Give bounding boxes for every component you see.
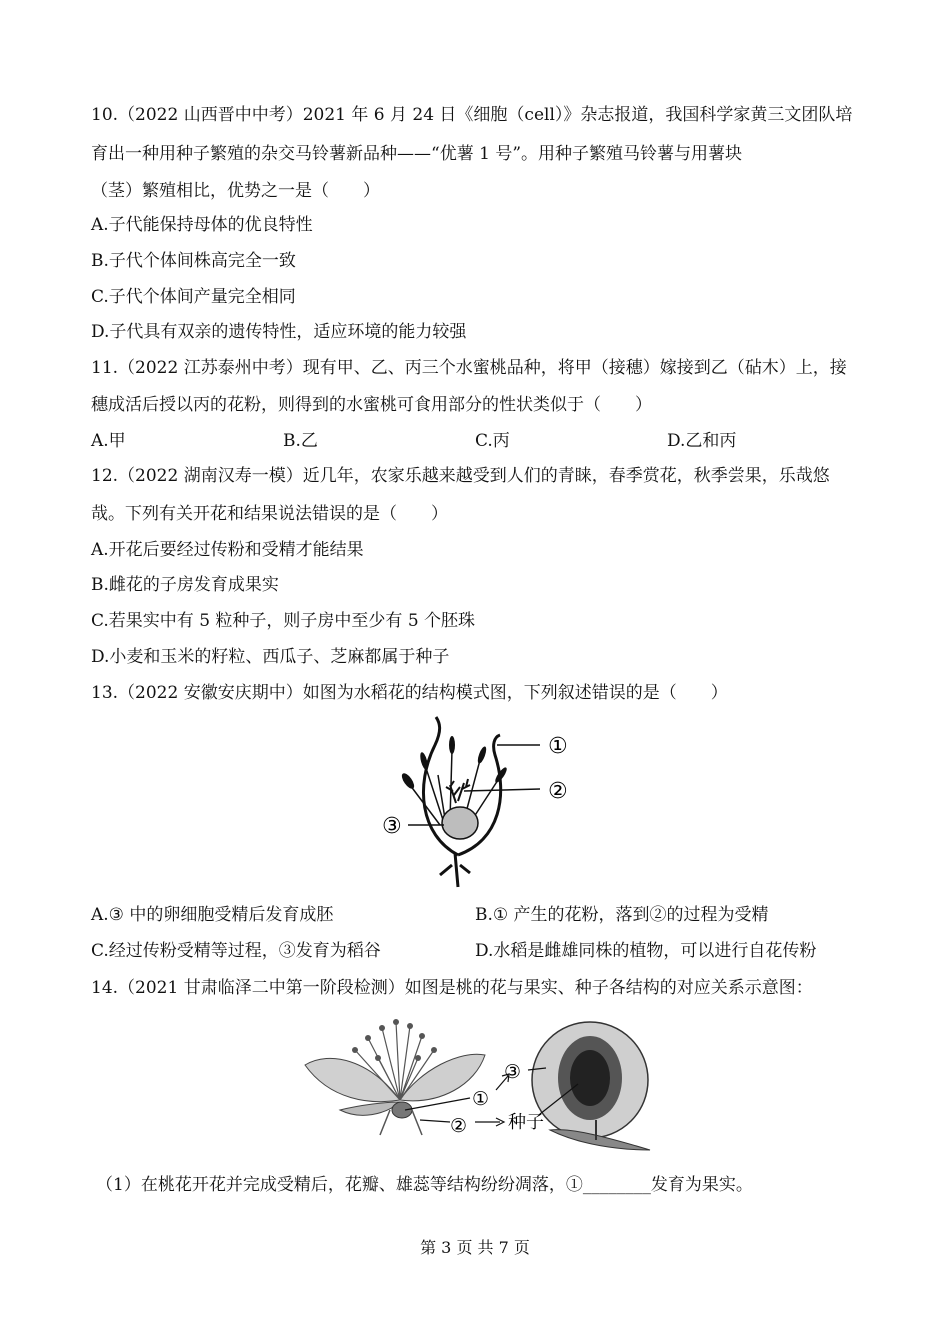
- q10-option-a: A.子代能保持母体的优良特性: [91, 215, 313, 235]
- label-3: ③: [504, 1061, 522, 1083]
- label-1: ①: [472, 1088, 490, 1110]
- peach-flower-fruit-diagram: [300, 1010, 670, 1160]
- q11-option-a: A.甲: [91, 431, 126, 451]
- q12-option-c: C.若果实中有 5 粒种子，则子房中至少有 5 个胚珠: [91, 611, 476, 631]
- label-seed: 种子: [508, 1112, 544, 1133]
- label-3: ③: [382, 814, 402, 839]
- q14-line-1: 14.（2021 甘肃临泽二中第一阶段检测）如图是桃的花与果实、种子各结构的对应关系示意图：: [91, 978, 813, 998]
- page-footer: 第 3 页 共 7 页: [420, 1238, 530, 1257]
- q10-option-d: D.子代具有双亲的遗传特性，适应环境的能力较强: [91, 322, 467, 342]
- q13-option-a: A.③ 中的卵细胞受精后发育成胚: [91, 905, 334, 925]
- q11-option-b: B.乙: [283, 431, 318, 451]
- rice-flower-diagram: [380, 715, 580, 890]
- q10-option-c: C.子代个体间产量完全相同: [91, 287, 296, 307]
- q13-line-1: 13.（2022 安徽安庆期中）如图为水稻花的结构模式图，下列叙述错误的是（ ）: [91, 683, 728, 703]
- q10-line-3: （茎）繁殖相比，优势之一是（ ）: [91, 181, 380, 201]
- q13-option-c: C.经过传粉受精等过程，③发育为稻谷: [91, 941, 381, 961]
- q11-line-1: 11.（2022 江苏泰州中考）现有甲、乙、丙三个水蜜桃品种，将甲（接穗）嫁接到乙（砧木）上，接: [91, 358, 847, 378]
- q11-option-c: C.丙: [475, 431, 510, 451]
- q14-subquestion-1: （1）在桃花开花并完成受精后，花瓣、雄蕊等结构纷纷凋落，①________发育为果实。: [96, 1175, 753, 1195]
- q11-option-d: D.乙和丙: [667, 431, 737, 451]
- q12-option-a: A.开花后要经过传粉和受精才能结果: [91, 540, 364, 560]
- q12-line-2: 哉。下列有关开花和结果说法错误的是（ ）: [91, 504, 448, 524]
- q10-line-2: 育出一种用种子繁殖的杂交马铃薯新品种——“优薯 1 号”。用种子繁殖马铃薯与用薯块: [91, 144, 743, 164]
- q12-option-d: D.小麦和玉米的籽粒、西瓜子、芝麻都属于种子: [91, 647, 450, 667]
- label-2: ②: [450, 1115, 468, 1137]
- q10-line-1: 10.（2022 山西晋中中考）2021 年 6 月 24 日《细胞（cell）》杂志报道，我国科学家黄三文团队培: [91, 105, 853, 125]
- label-2: ②: [548, 779, 568, 804]
- label-1: ①: [548, 734, 568, 759]
- q12-line-1: 12.（2022 湖南汉寿一模）近几年，农家乐越来越受到人们的青睐，春季赏花，秋季尝果，乐哉悠: [91, 466, 830, 486]
- q13-option-d: D.水稻是雌雄同株的植物，可以进行自花传粉: [475, 941, 817, 961]
- q12-option-b: B.雌花的子房发育成果实: [91, 575, 279, 595]
- q10-option-b: B.子代个体间株高完全一致: [91, 251, 296, 271]
- q13-option-b: B.① 产生的花粉，落到②的过程为受精: [475, 905, 769, 925]
- q11-line-2: 穗成活后授以丙的花粉，则得到的水蜜桃可食用部分的性状类似于（ ）: [91, 395, 652, 415]
